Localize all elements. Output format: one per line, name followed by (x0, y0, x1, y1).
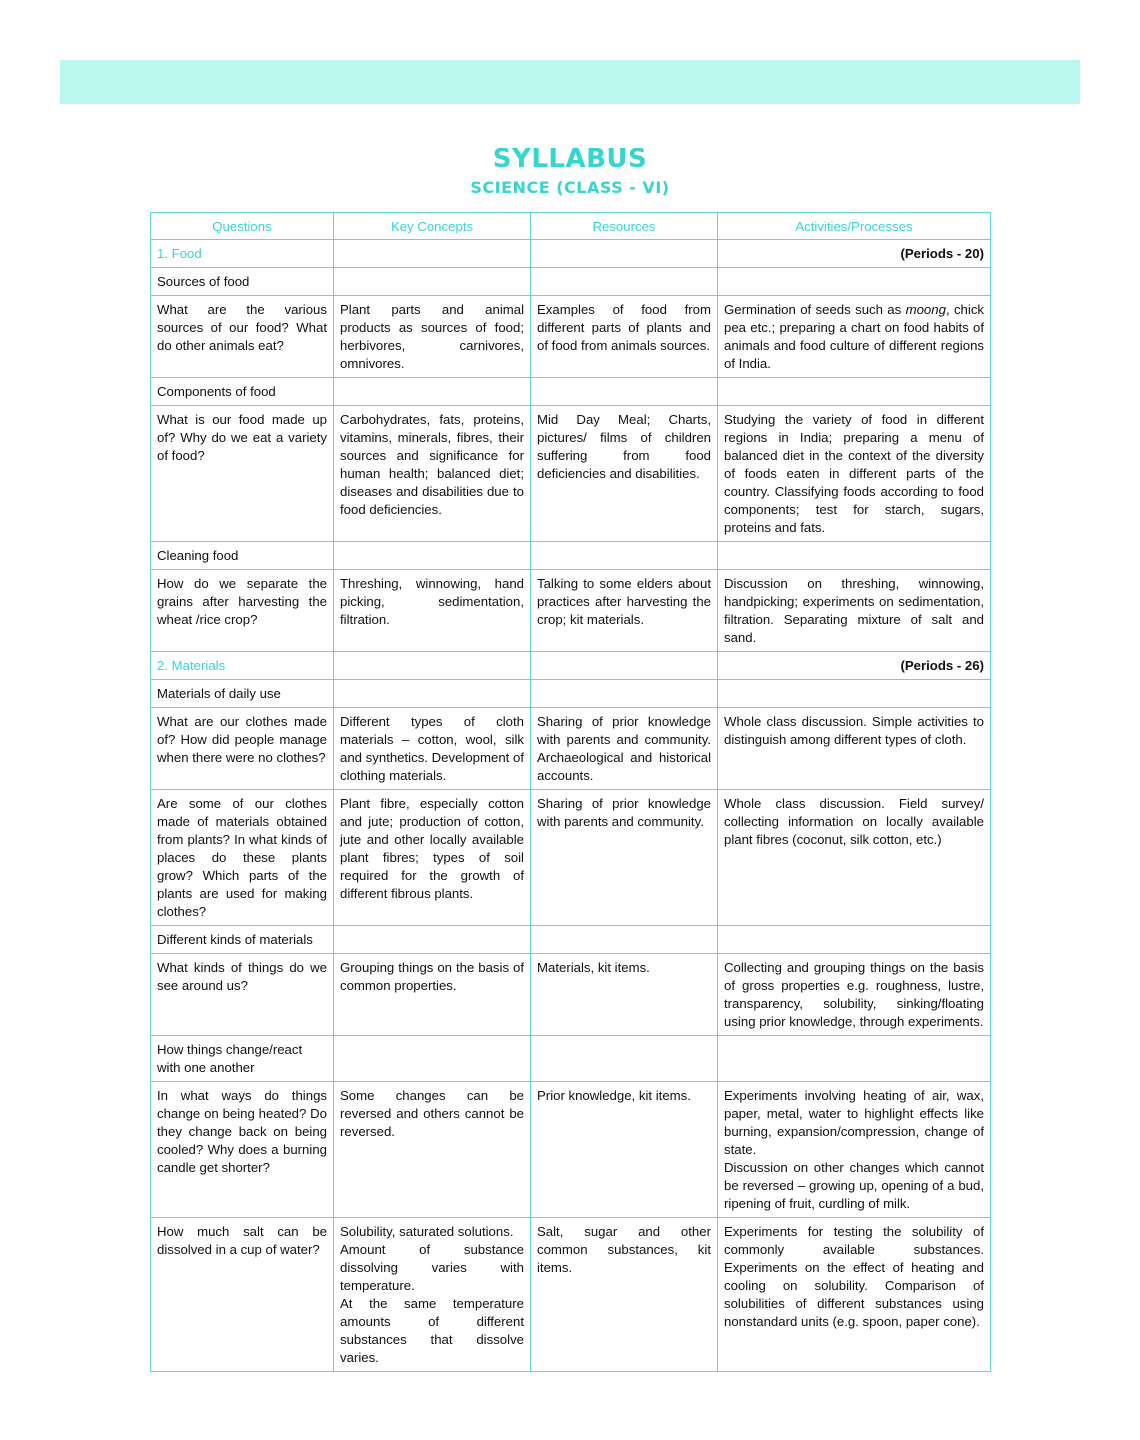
section-row (151, 542, 991, 570)
column-header: Key Concepts (334, 213, 531, 240)
section-row (151, 268, 991, 296)
page-subtitle: SCIENCE (CLASS - VI) (470, 178, 670, 197)
section-title: Different kinds of materials (151, 926, 334, 954)
table-header-row (151, 213, 991, 240)
key-concepts-cell: Plant fibre, especially cotton and jute; production of cotton, jute and other locally available plant fibres; types of soil required for the growth of different fibrous plants. (334, 790, 531, 926)
periods-label: (Periods - 20) (718, 240, 991, 268)
question-cell: How much salt can be dissolved in a cup of water? (151, 1218, 334, 1372)
key-concepts-cell: Some changes can be reversed and others cannot be reversed. (334, 1082, 531, 1218)
chapter-row (151, 240, 991, 268)
chapter-title: 2. Materials (151, 652, 334, 680)
resources-cell: Salt, sugar and other common substances, kit items. (531, 1218, 718, 1372)
chapter-row (151, 652, 991, 680)
question-cell: What is our food made up of? Why do we eat a variety of food? (151, 406, 334, 542)
resources-cell: Examples of food from different parts of plants and of food from animals sources. (531, 296, 718, 378)
question-cell: Are some of our clothes made of materials obtained from plants? In what kinds of places do these plants grow? Which parts of the plants are used for making clothes? (151, 790, 334, 926)
activities-cell: Collecting and grouping things on the basis of gross properties e.g. roughness, lustre, transparency, solubility, sinking/floating using prior knowledge, through experiments. (718, 954, 991, 1036)
section-title: Sources of food (151, 268, 334, 296)
key-concepts-cell: Solubility, saturated solutions. Amount of substance dissolving varies with temperature. At the same temperature amounts of different substances that dissolve varies. (334, 1218, 531, 1372)
section-row (151, 1036, 991, 1082)
column-header: Resources (531, 213, 718, 240)
key-concepts-cell: Plant parts and animal products as sources of food; herbivores, carnivores, omnivores. (334, 296, 531, 378)
resources-cell: Mid Day Meal; Charts, pictures/ films of children suffering from food deficiencies and disabilities. (531, 406, 718, 542)
resources-cell: Sharing of prior knowledge with parents and community. Archaeological and historical accounts. (531, 708, 718, 790)
resources-cell: Sharing of prior knowledge with parents and community. (531, 790, 718, 926)
table-row (151, 406, 991, 542)
activities-cell: Discussion on threshing, winnowing, handpicking; experiments on sedimentation, filtration. Separating mixture of salt and sand. (718, 570, 991, 652)
table-row (151, 1082, 991, 1218)
table-row (151, 570, 991, 652)
section-row (151, 680, 991, 708)
question-cell: What are the various sources of our food? What do other animals eat? (151, 296, 334, 378)
activities-cell: Studying the variety of food in different regions in India; preparing a menu of balanced diet in the context of the diversity of foods eaten in different parts of the country. Classifying foods according to food components; test for starch, sugars, proteins and fats. (718, 406, 991, 542)
table-row (151, 1218, 991, 1372)
key-concepts-cell: Grouping things on the basis of common properties. (334, 954, 531, 1036)
section-title: Components of food (151, 378, 334, 406)
section-title: Cleaning food (151, 542, 334, 570)
activities-cell: Germination of seeds such as moong, chick pea etc.; preparing a chart on food habits of animals and food culture of different regions of India. (718, 296, 991, 378)
question-cell: What kinds of things do we see around us? (151, 954, 334, 1036)
question-cell: How do we separate the grains after harvesting the wheat /rice crop? (151, 570, 334, 652)
section-title: How things change/react with one another (151, 1036, 334, 1082)
section-row (151, 378, 991, 406)
section-row (151, 926, 991, 954)
resources-cell: Materials, kit items. (531, 954, 718, 1036)
column-header: Questions (151, 213, 334, 240)
question-cell: What are our clothes made of? How did people manage when there were no clothes? (151, 708, 334, 790)
activities-cell: Whole class discussion. Field survey/ collecting information on locally available plant fibres (coconut, silk cotton, etc.) (718, 790, 991, 926)
activities-cell: Whole class discussion. Simple activities to distinguish among different types of cloth. (718, 708, 991, 790)
column-header: Activities/Processes (718, 213, 991, 240)
resources-cell: Talking to some elders about practices after harvesting the crop; kit materials. (531, 570, 718, 652)
table-row (151, 954, 991, 1036)
chapter-title: 1. Food (151, 240, 334, 268)
periods-label: (Periods - 26) (718, 652, 991, 680)
top-header-band (60, 60, 1080, 104)
key-concepts-cell: Different types of cloth materials – cotton, wool, silk and synthetics. Development of clothing materials. (334, 708, 531, 790)
table-row (151, 790, 991, 926)
syllabus-table (150, 212, 991, 1372)
resources-cell: Prior knowledge, kit items. (531, 1082, 718, 1218)
table-row (151, 296, 991, 378)
question-cell: In what ways do things change on being heated? Do they change back on being cooled? Why does a burning candle get shorter? (151, 1082, 334, 1218)
key-concepts-cell: Threshing, winnowing, hand picking, sedimentation, filtration. (334, 570, 531, 652)
page-title: SYLLABUS (492, 144, 648, 174)
activities-cell: Experiments for testing the solubility of commonly available substances. Experiments on the effect of heating and cooling on solubility. Comparison of solubilities of different substances using nonstandard units (e.g. spoon, paper cone). (718, 1218, 991, 1372)
section-title: Materials of daily use (151, 680, 334, 708)
activities-cell: Experiments involving heating of air, wax, paper, metal, water to highlight effects like burning, expansion/compression, change of state. Discussion on other changes which cannot be reversed – growing up, opening of a bud, ripening of fruit, curdling of milk. (718, 1082, 991, 1218)
table-row (151, 708, 991, 790)
key-concepts-cell: Carbohydrates, fats, proteins, vitamins, minerals, fibres, their sources and significance for human health; balanced diet; diseases and disabilities due to food deficiencies. (334, 406, 531, 542)
